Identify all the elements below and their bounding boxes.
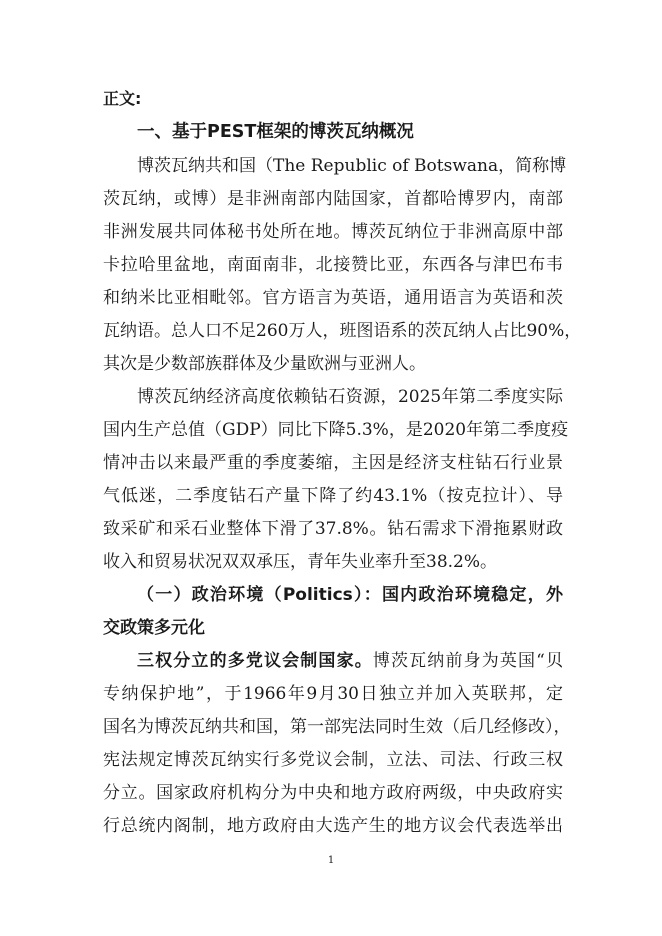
para2-line-3: 情冲击以来最严重的季度萎缩，主因是经济支柱钻石行业景 — [103, 453, 563, 473]
heading-level-1: 一、基于PEST框架的博茨瓦纳概况 — [137, 122, 414, 142]
para3-line-4: 宪法规定博茨瓦纳实行多党议会制，立法、司法、行政三权 — [103, 750, 563, 770]
para2-line-6: 收入和贸易状况双双承压，青年失业率升至38.2%。 — [103, 552, 498, 572]
heading-level-2-line-2: 交政策多元化 — [103, 618, 205, 638]
para3-line-1-rest: 博茨瓦纳前身为英国“贝 — [372, 651, 563, 671]
para3-line-1 — [137, 651, 563, 671]
para1-line-6: 瓦纳语。总人口不足260万人，班图语系的茨瓦纳人占比90%， — [103, 321, 582, 341]
para1-line-2: 茨瓦纳，或博）是非洲南部内陆国家，首都哈博罗内，南部 — [103, 189, 563, 209]
para3-line-6: 行总统内阁制，地方政府由大选产生的地方议会代表选举出 — [103, 816, 563, 836]
para3-line-2: 专纳保护地”，于1966年9月30日独立并加入英联邦，定 — [103, 684, 563, 704]
para2-line-5: 致采矿和采石业整体下滑了37.8%。钻石需求下滑拖累财政 — [103, 519, 563, 539]
para3-line-5: 分立。国家政府机构分为中央和地方政府两级，中央政府实 — [103, 783, 563, 803]
section-label: 正文: — [103, 89, 142, 108]
heading-level-2-line-1: （一）政治环境（Politics）：国内政治环境稳定，外 — [137, 585, 563, 605]
para2-line-4: 气低迷，二季度钻石产量下降了约43.1%（按克拉计）、导 — [103, 486, 563, 506]
para1-line-4: 卡拉哈里盆地，南面南非，北接赞比亚，东西各与津巴布韦 — [103, 255, 563, 275]
page-number: 1 — [327, 855, 335, 866]
para1-line-3: 非洲发展共同体秘书处所在地。博茨瓦纳位于非洲高原中部 — [103, 222, 563, 242]
para2-line-2: 国内生产总值（GDP）同比下降5.3%，是2020年第二季度疫 — [103, 420, 569, 440]
para3-runin-heading: 三权分立的多党议会制国家。 — [137, 651, 373, 671]
para1-line-5: 和纳米比亚相毗邻。官方语言为英语，通用语言为英语和茨 — [103, 288, 563, 308]
para3-line-3: 国名为博茨瓦纳共和国，第一部宪法同时生效（后几经修改）， — [103, 717, 571, 737]
para2-line-1: 博茨瓦纳经济高度依赖钻石资源，2025年第二季度实际 — [137, 387, 563, 407]
para1-line-1: 博茨瓦纳共和国（The Republic of Botswana，简称博 — [137, 156, 567, 176]
para1-line-7: 其次是少数部族群体及少量欧洲与亚洲人。 — [103, 354, 426, 374]
